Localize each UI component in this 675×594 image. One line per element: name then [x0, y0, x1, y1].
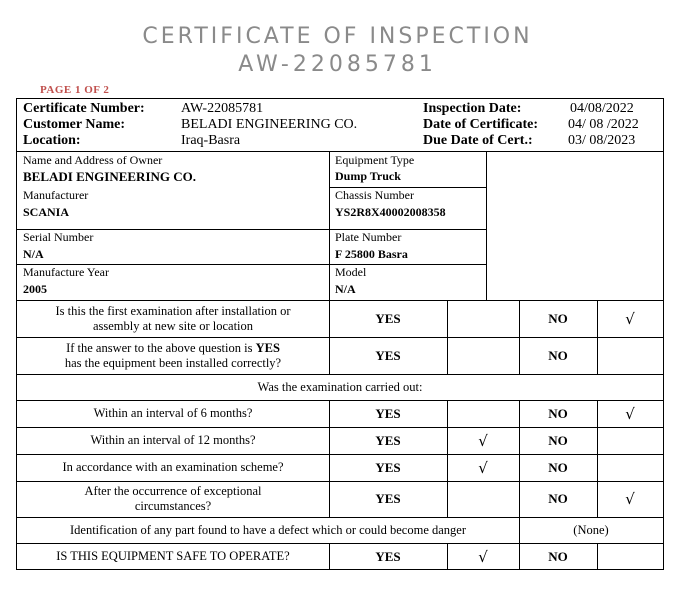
page-indicator: PAGE 1 OF 2 — [40, 84, 110, 96]
defect-answer: (None) — [573, 522, 609, 537]
certificate-title: CERTIFICATE OF INSPECTION — [142, 24, 533, 49]
owner-label: Name and Address of Owner — [23, 153, 163, 167]
question-text: assembly at new site or location — [92, 318, 254, 333]
manufacturer-value: SCANIA — [23, 205, 70, 219]
question-exceptional-circumstances — [17, 481, 329, 517]
manufacturer-label: Manufacturer — [23, 188, 89, 202]
divider — [597, 543, 598, 570]
cert-number-label: Certificate Number: — [23, 101, 145, 116]
due-date-value: 03/ 08/2023 — [568, 133, 636, 148]
header-block — [17, 99, 663, 152]
question-text: Is this the first examination after installation or — [55, 303, 291, 318]
check-mark-icon: √ — [625, 490, 635, 508]
question-text: circumstances? — [134, 499, 212, 513]
check-mark-icon: √ — [478, 431, 488, 450]
no-label: NO — [548, 347, 568, 363]
certificate-number-title: AW-22085781 — [238, 52, 437, 77]
question-text: has the equipment been installed correctly? — [64, 355, 282, 370]
owner-value: BELADI ENGINEERING CO. — [23, 169, 197, 184]
manufacture-year-label: Manufacture Year — [23, 265, 109, 279]
no-label: NO — [548, 310, 568, 326]
no-label: NO — [548, 405, 568, 421]
manufacture-year-value: 2005 — [23, 282, 47, 296]
yes-label: YES — [375, 491, 401, 506]
chassis-number-value: YS2R8X40002008358 — [335, 205, 446, 219]
inspection-date-value: 04/08/2022 — [570, 101, 634, 116]
plate-number-label: Plate Number — [335, 230, 402, 244]
serial-number-value: N/A — [23, 247, 44, 261]
question-safe-to-operate: IS THIS EQUIPMENT SAFE TO OPERATE? — [56, 549, 290, 563]
question-text — [66, 341, 280, 356]
question-installed-correctly — [17, 337, 329, 374]
chassis-number-label: Chassis Number — [335, 188, 414, 202]
check-mark-icon: √ — [478, 547, 488, 566]
defect-identification: Identification of any part found to have a defect which or could become danger — [69, 522, 467, 537]
cert-number-value: AW-22085781 — [181, 101, 264, 116]
inspection-date-label: Inspection Date: — [423, 101, 522, 116]
yes-label: YES — [375, 432, 401, 448]
due-date-label: Due Date of Cert.: — [423, 133, 533, 148]
no-label: NO — [548, 459, 568, 475]
customer-name-value: BELADI ENGINEERING CO. — [181, 117, 358, 132]
question-text-bold: YES — [255, 340, 280, 355]
serial-number-label: Serial Number — [23, 230, 94, 244]
no-label: NO — [548, 491, 568, 506]
location-value: Iraq-Basra — [181, 133, 241, 148]
certificate-form — [16, 98, 664, 570]
question-text: After the occurrence of exceptional — [84, 484, 262, 498]
examination-header: Was the examination carried out: — [257, 379, 423, 394]
yes-label: YES — [375, 459, 401, 475]
date-of-certificate-label: Date of Certificate: — [423, 117, 539, 132]
question-first-examination — [17, 300, 329, 337]
customer-name-label: Customer Name: — [23, 117, 125, 132]
yes-label: YES — [375, 347, 401, 363]
yes-label: YES — [375, 405, 401, 421]
model-label: Model — [335, 265, 367, 279]
model-value: N/A — [335, 282, 356, 296]
no-label: NO — [548, 548, 568, 564]
check-mark-icon: √ — [625, 404, 635, 423]
date-of-certificate-value: 04/ 08 /2022 — [568, 117, 639, 132]
check-mark-icon: √ — [478, 458, 488, 477]
equipment-type-value: Dump Truck — [335, 169, 401, 183]
yes-label: YES — [375, 548, 401, 564]
divider — [486, 151, 487, 300]
no-label: NO — [548, 432, 568, 448]
equipment-type-label: Equipment Type — [335, 153, 415, 167]
question-text-part: If the answer to the above question is — [66, 340, 256, 355]
check-mark-icon: √ — [625, 309, 635, 328]
plate-number-value: F 25800 Basra — [335, 247, 408, 261]
question-12-months: Within an interval of 12 months? — [90, 433, 256, 447]
location-label: Location: — [23, 133, 81, 148]
yes-label: YES — [375, 310, 401, 326]
question-examination-scheme: In accordance with an examination scheme? — [62, 460, 284, 474]
divider — [447, 300, 448, 374]
question-6-months: Within an interval of 6 months? — [93, 406, 253, 420]
